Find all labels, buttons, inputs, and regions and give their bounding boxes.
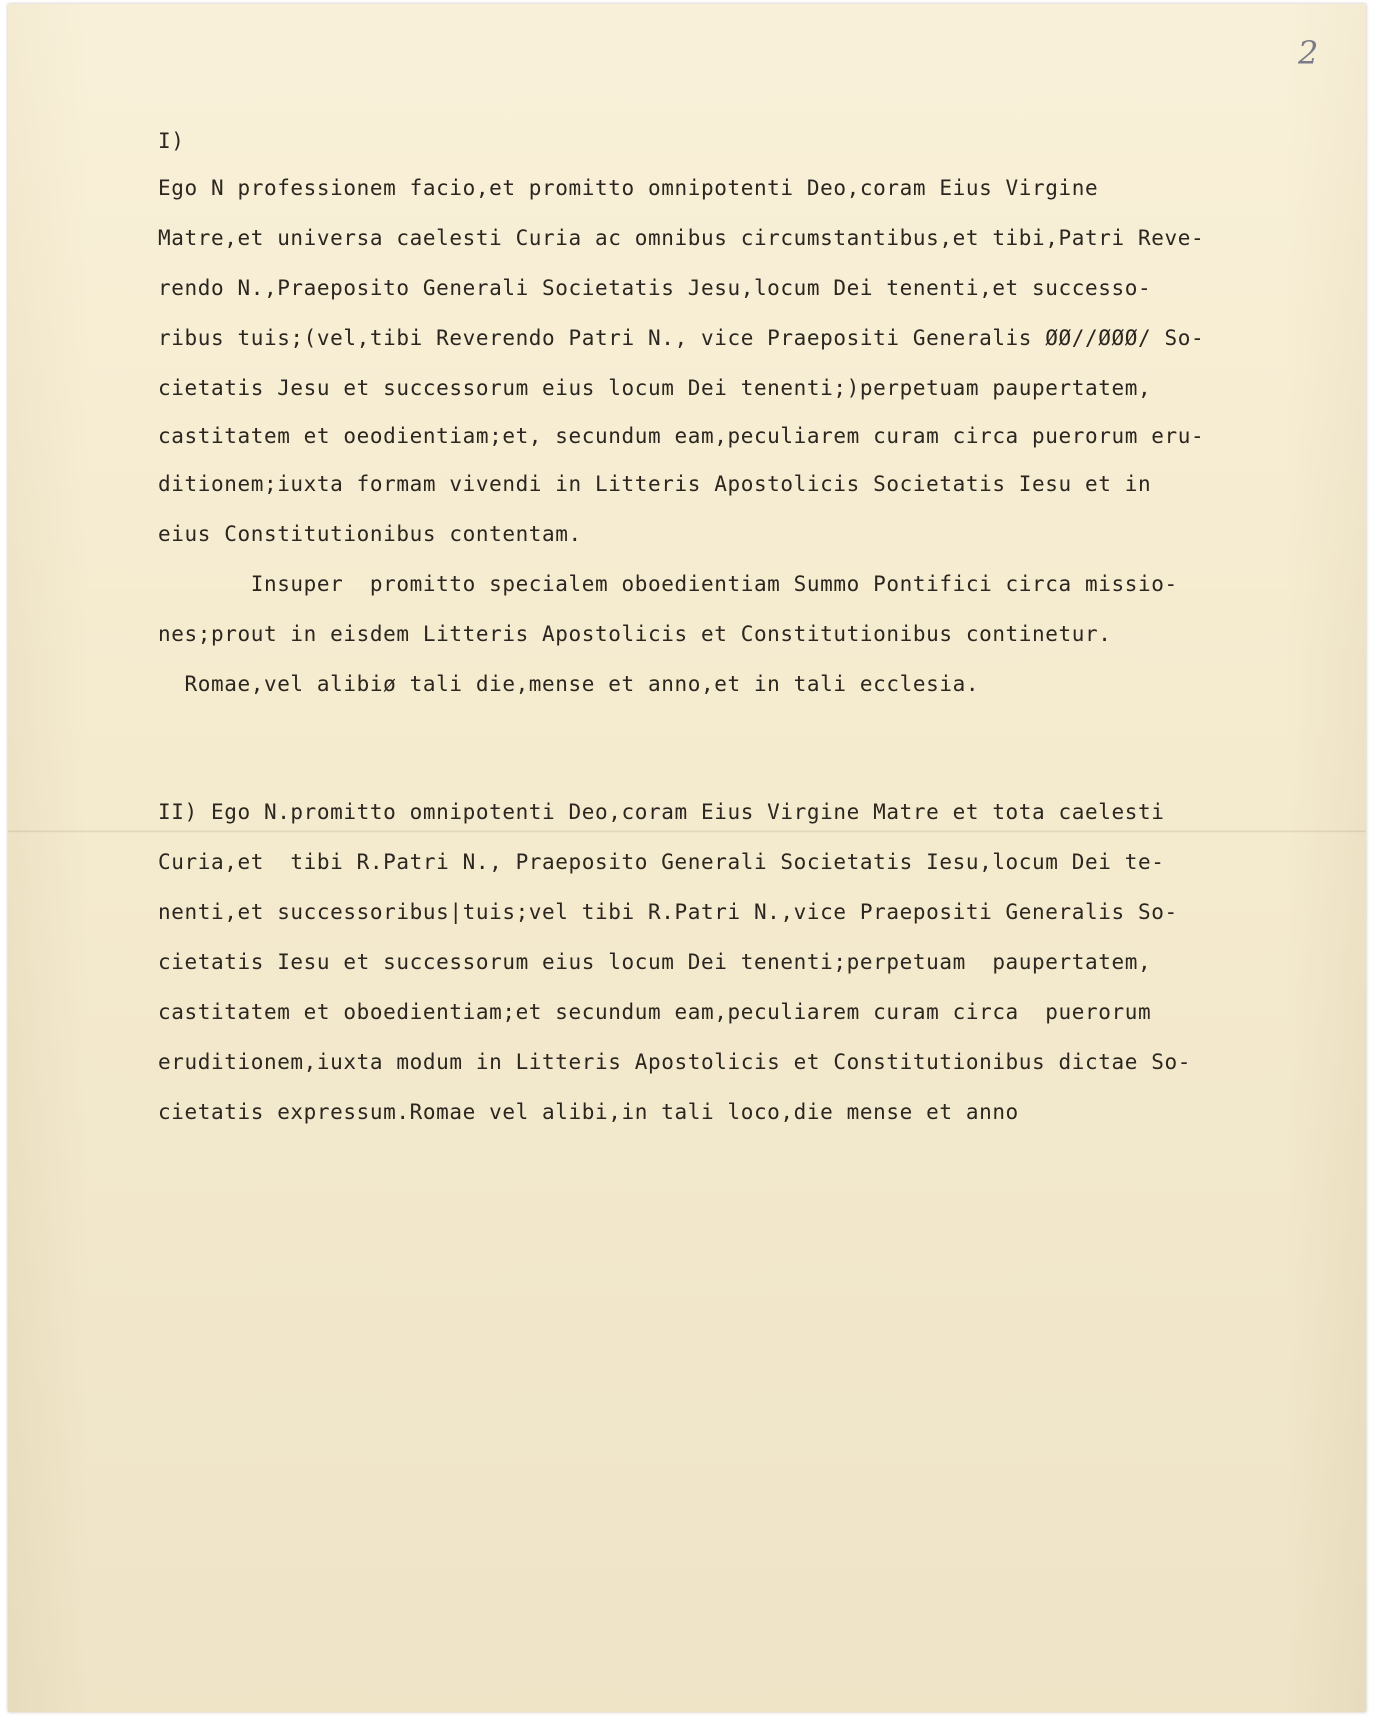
page-number: 2 <box>1298 34 1319 72</box>
text-line: ribus tuis;(vel,tibi Reverendo Patri N., vice Praepositi Generalis ØØ//ØØØ/ So- <box>158 326 1205 350</box>
text-line: Ego N professionem facio,et promitto omnipotenti Deo,coram Eius Virgine <box>158 176 1099 200</box>
text-line: nenti,et successoribus|tuis;vel tibi R.Patri N.,vice Praepositi Generalis So- <box>158 900 1178 924</box>
text-line: rendo N.,Praeposito Generali Societatis Jesu,locum Dei tenenti,et successo- <box>158 276 1152 300</box>
text-line: castitatem et oboedientiam;et secundum eam,peculiarem curam circa puerorum <box>158 1000 1152 1024</box>
text-line: nes;prout in eisdem Litteris Apostolicis et Constitutionibus continetur. <box>158 622 1112 646</box>
text-line: eruditionem,iuxta modum in Litteris Apostolicis et Constitutionibus dictae So- <box>158 1050 1191 1074</box>
section-1-label: I) <box>158 129 185 153</box>
paper-fold <box>8 830 1366 833</box>
text-line: Insuper promitto specialem oboedientiam Summo Pontifici circa missio- <box>158 572 1178 596</box>
text-line: eius Constitutionibus contentam. <box>158 522 582 546</box>
text-line: cietatis Jesu et successorum eius locum Dei tenenti;)perpetuam paupertatem, <box>158 376 1152 400</box>
text-line: Matre,et universa caelesti Curia ac omnibus circumstantibus,et tibi,Patri Reve- <box>158 226 1205 250</box>
paper-sheet <box>8 4 1366 1712</box>
text-line: Curia,et tibi R.Patri N., Praeposito Generali Societatis Iesu,locum Dei te- <box>158 850 1165 874</box>
text-line: castitatem et oeodientiam;et, secundum eam,peculiarem curam circa puerorum eru- <box>158 424 1205 448</box>
text-line: ditionem;iuxta formam vivendi in Litteris Apostolicis Societatis Iesu et in <box>158 472 1152 496</box>
text-line: II) Ego N.promitto omnipotenti Deo,coram Eius Virgine Matre et tota caelesti <box>158 800 1165 824</box>
text-line: Romae,vel alibiø tali die,mense et anno,et in tali ecclesia. <box>158 672 980 696</box>
text-line: cietatis Iesu et successorum eius locum Dei tenenti;perpetuam paupertatem, <box>158 950 1152 974</box>
text-line: cietatis expressum.Romae vel alibi,in tali loco,die mense et anno <box>158 1100 1019 1124</box>
